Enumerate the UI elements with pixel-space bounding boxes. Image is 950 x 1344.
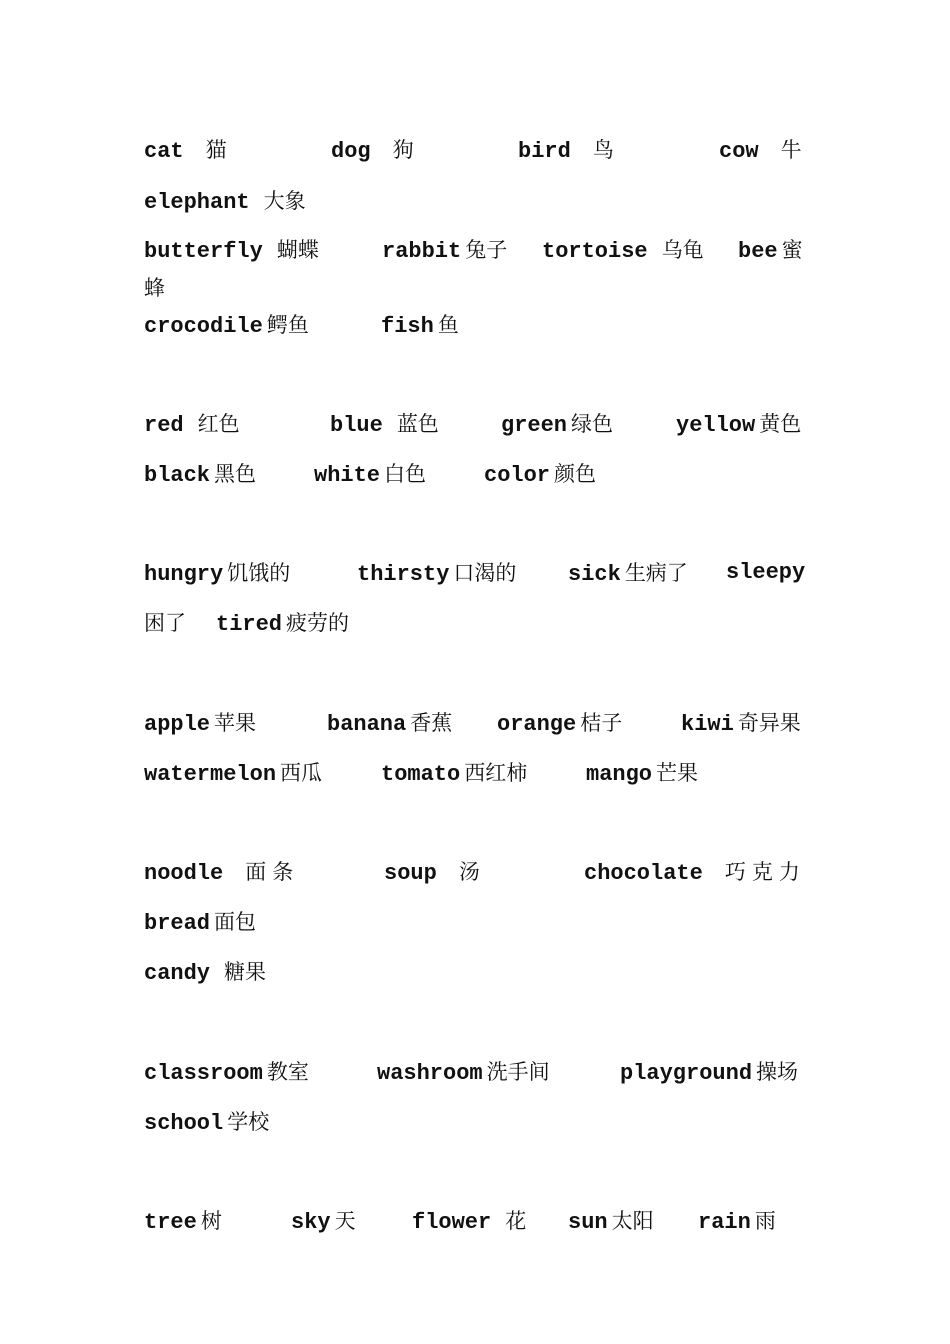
chinese-word: 洗手间 bbox=[486, 1060, 550, 1084]
english-word: bee bbox=[738, 239, 778, 264]
chinese-word: 树 bbox=[200, 1209, 222, 1233]
vocab-item bbox=[620, 1057, 798, 1089]
vocab-item bbox=[384, 857, 486, 889]
english-word: apple bbox=[144, 712, 211, 737]
english-word: kiwi bbox=[681, 712, 734, 737]
foods-line-2 bbox=[144, 907, 806, 947]
english-word: orange bbox=[497, 712, 577, 737]
english-word: sleepy bbox=[726, 560, 806, 585]
vocab-item bbox=[216, 608, 349, 640]
english-word: rain bbox=[698, 1210, 751, 1235]
vocab-item bbox=[357, 558, 516, 590]
vocab-item bbox=[584, 857, 806, 889]
vocab-item bbox=[144, 907, 256, 939]
english-word: noodle bbox=[144, 861, 224, 886]
english-word: red bbox=[144, 413, 184, 438]
vocab-item bbox=[377, 1057, 550, 1089]
feelings-line-1 bbox=[144, 558, 806, 598]
english-word: elephant bbox=[144, 190, 250, 215]
english-word: butterfly bbox=[144, 239, 263, 264]
chinese-word: 面条 bbox=[245, 860, 300, 884]
chinese-word: 狗 bbox=[392, 138, 420, 162]
vocab-item bbox=[144, 135, 233, 167]
vocab-item bbox=[144, 1057, 309, 1089]
vocab-item bbox=[501, 409, 613, 441]
colors-line-1 bbox=[144, 409, 806, 449]
vocab-item bbox=[681, 708, 801, 740]
vocab-item bbox=[144, 1107, 269, 1139]
vocab-item bbox=[698, 1206, 776, 1238]
vocab-item bbox=[542, 235, 704, 267]
vocab-item bbox=[412, 1206, 526, 1238]
vocab-item bbox=[381, 310, 459, 342]
vocab-item bbox=[144, 235, 319, 267]
chinese-word: 西瓜 bbox=[280, 761, 323, 785]
english-word: sick bbox=[568, 562, 621, 587]
chinese-word: 蜂 bbox=[144, 276, 165, 300]
chinese-word: 蓝色 bbox=[396, 412, 439, 436]
english-word: cat bbox=[144, 139, 184, 164]
chinese-word: 红色 bbox=[197, 412, 240, 436]
english-word: rabbit bbox=[382, 239, 462, 264]
vocab-item bbox=[381, 758, 527, 790]
english-word: mango bbox=[586, 762, 653, 787]
english-word: sky bbox=[291, 1210, 331, 1235]
animals-line-3-wrap bbox=[144, 273, 806, 313]
chinese-word: 绿色 bbox=[571, 412, 614, 436]
vocab-item bbox=[144, 758, 322, 790]
chinese-word: 口渴的 bbox=[453, 561, 517, 585]
vocab-item bbox=[484, 459, 596, 491]
vocab-item bbox=[676, 409, 801, 441]
vocab-item bbox=[331, 135, 420, 167]
english-word: school bbox=[144, 1111, 224, 1136]
english-word: black bbox=[144, 463, 211, 488]
chinese-word: 饥饿的 bbox=[227, 561, 291, 585]
english-word: banana bbox=[327, 712, 407, 737]
chinese-word: 困了 bbox=[144, 611, 186, 635]
english-word: tomato bbox=[381, 762, 461, 787]
chinese-word: 生病了 bbox=[624, 561, 688, 585]
vocab-item bbox=[144, 957, 266, 989]
english-word: washroom bbox=[377, 1061, 483, 1086]
english-word: cow bbox=[719, 139, 759, 164]
english-word: classroom bbox=[144, 1061, 263, 1086]
vocab-item bbox=[144, 409, 240, 441]
chinese-word: 兔子 bbox=[465, 238, 508, 262]
foods-line-1 bbox=[144, 857, 806, 897]
chinese-word: 太阳 bbox=[611, 1209, 654, 1233]
chinese-word: 操场 bbox=[756, 1060, 799, 1084]
chinese-word: 糖果 bbox=[224, 960, 267, 984]
english-word: blue bbox=[330, 413, 383, 438]
english-word: tree bbox=[144, 1210, 197, 1235]
chinese-word: 鳄鱼 bbox=[266, 313, 309, 337]
chinese-word: 蜜 bbox=[781, 238, 803, 262]
chinese-word: 大象 bbox=[263, 189, 306, 213]
animals-line-3 bbox=[144, 235, 806, 275]
chinese-word: 花 bbox=[505, 1209, 527, 1233]
animals-line-4 bbox=[144, 310, 806, 350]
vocab-item bbox=[330, 409, 439, 441]
english-word: watermelon bbox=[144, 762, 277, 787]
foods-line-3 bbox=[144, 957, 806, 997]
vocab-item bbox=[144, 186, 306, 218]
english-word: thirsty bbox=[357, 562, 450, 587]
places-line-2 bbox=[144, 1107, 806, 1147]
english-word: flower bbox=[412, 1210, 492, 1235]
chinese-word: 天 bbox=[334, 1209, 356, 1233]
nature-line-1 bbox=[144, 1206, 806, 1246]
vocab-item bbox=[144, 310, 309, 342]
chinese-word: 黄色 bbox=[759, 412, 802, 436]
chinese-word: 鸟 bbox=[592, 138, 620, 162]
chinese-word: 雨 bbox=[754, 1209, 776, 1233]
feelings-line-2 bbox=[144, 608, 806, 648]
fruits-line-1 bbox=[144, 708, 806, 748]
chinese-word: 汤 bbox=[458, 860, 486, 884]
english-word: chocolate bbox=[584, 861, 703, 886]
chinese-word: 苹果 bbox=[214, 711, 257, 735]
english-word: bread bbox=[144, 911, 211, 936]
animals-line-1 bbox=[144, 135, 806, 175]
english-word: sun bbox=[568, 1210, 608, 1235]
vocab-item bbox=[719, 135, 808, 167]
english-word: white bbox=[314, 463, 381, 488]
places-line-1 bbox=[144, 1057, 806, 1097]
vocab-item bbox=[586, 758, 698, 790]
colors-line-2 bbox=[144, 459, 806, 499]
english-word: tortoise bbox=[542, 239, 648, 264]
vocab-item bbox=[144, 459, 256, 491]
english-word: tired bbox=[216, 612, 283, 637]
chinese-word: 蝴蝶 bbox=[276, 238, 319, 262]
english-word: green bbox=[501, 413, 568, 438]
english-word: yellow bbox=[676, 413, 756, 438]
chinese-word: 芒果 bbox=[656, 761, 699, 785]
vocab-item bbox=[518, 135, 620, 167]
chinese-word: 鱼 bbox=[437, 313, 459, 337]
chinese-word: 香蕉 bbox=[410, 711, 453, 735]
vocab-item bbox=[144, 857, 299, 889]
vocab-item bbox=[144, 1206, 222, 1238]
chinese-word: 乌龟 bbox=[661, 238, 704, 262]
english-word: candy bbox=[144, 961, 211, 986]
chinese-word: 黑色 bbox=[214, 462, 257, 486]
vocab-item bbox=[291, 1206, 356, 1238]
chinese-word: 疲劳的 bbox=[286, 611, 350, 635]
english-word: playground bbox=[620, 1061, 753, 1086]
english-word: fish bbox=[381, 314, 434, 339]
vocab-item bbox=[568, 1206, 654, 1238]
chinese-word: 白色 bbox=[384, 462, 427, 486]
english-word: color bbox=[484, 463, 551, 488]
english-word: crocodile bbox=[144, 314, 263, 339]
vocab-item bbox=[144, 558, 290, 590]
vocab-item bbox=[568, 558, 688, 590]
english-word: soup bbox=[384, 861, 437, 886]
animals-line-2 bbox=[144, 186, 806, 226]
chinese-word: 颜色 bbox=[554, 462, 597, 486]
chinese-word: 学校 bbox=[227, 1110, 270, 1134]
vocab-item bbox=[314, 459, 426, 491]
english-word: bird bbox=[518, 139, 571, 164]
english-word: dog bbox=[331, 139, 371, 164]
vocab-item bbox=[144, 708, 256, 740]
vocab-item bbox=[726, 558, 805, 588]
vocab-item bbox=[497, 708, 622, 740]
chinese-word: 巧克力 bbox=[724, 860, 806, 884]
chinese-word: 奇异果 bbox=[737, 711, 801, 735]
chinese-word: 教室 bbox=[266, 1060, 309, 1084]
chinese-word: 桔子 bbox=[580, 711, 623, 735]
fruits-line-2 bbox=[144, 758, 806, 798]
chinese-word: 牛 bbox=[780, 138, 808, 162]
vocab-item bbox=[738, 235, 803, 267]
vocab-item bbox=[382, 235, 507, 267]
vocab-item bbox=[327, 708, 452, 740]
english-word: hungry bbox=[144, 562, 224, 587]
chinese-word: 面包 bbox=[214, 910, 257, 934]
chinese-word: 西红柿 bbox=[464, 761, 528, 785]
chinese-word: 猫 bbox=[205, 138, 233, 162]
